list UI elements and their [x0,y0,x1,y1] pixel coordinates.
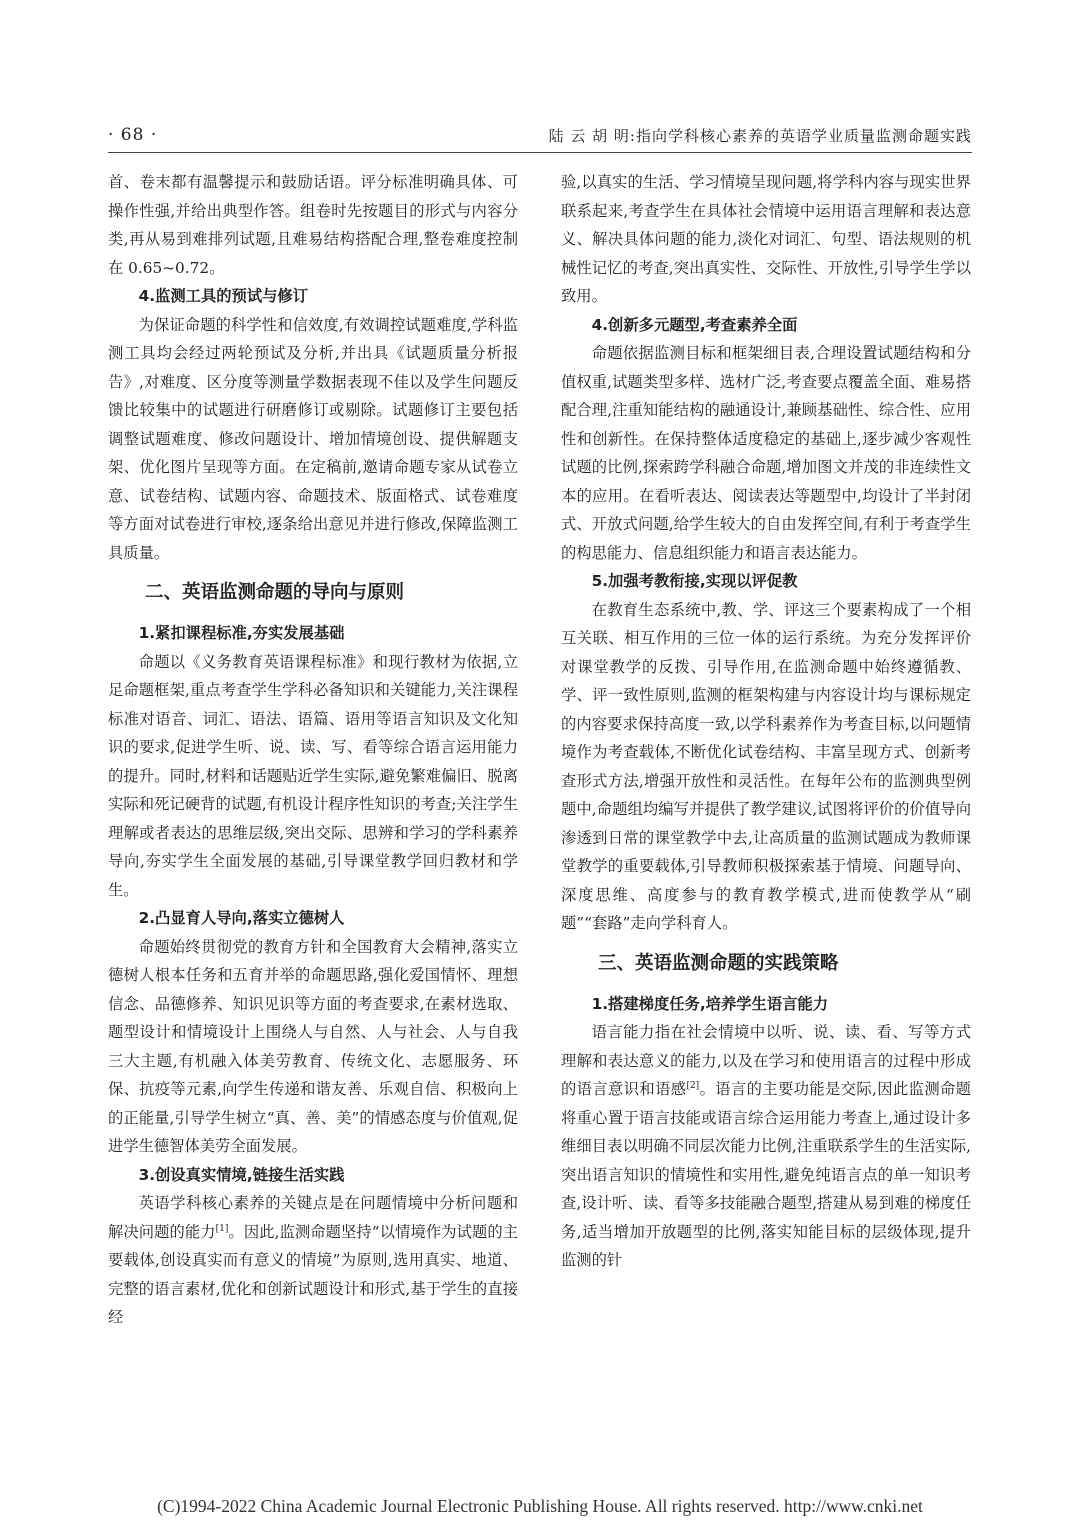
left-column [108,168,518,1332]
paragraph: 命题始终贯彻党的教育方针和全国教育大会精神,落实立德树人根本任务和五育并举的命题思路,强化爱国情怀、理想信念、品德修养、知识见识等方面的考查要求,在素材选取、题型设计和情境设计上围绕人与自然、人与社会、人与自我三大主题,有机融入体美劳教育、传统文化、志愿服务、环保、抗疫等元素,向学生传递和谐友善、乐观自信、积极向上的正能量,引导学生树立“真、善、美”的情感态度与价值观,促进学生德智体美劳全面发展。 [108,937,518,1155]
page-header [108,118,972,153]
paragraph: 命题依据监测目标和框架细目表,合理设置试题结构和分值权重,试题类型多样、选材广泛,考查要点覆盖全面、难易搭配合理,注重知能结构的融通设计,兼顾基础性、综合性、应用性和创新性。在保持整体适度稳定的基础上,逐步减少客观性试题的比例,探索跨学科融合命题,增加图文并茂的非连续性文本的应用。在看听表达、阅读表达等题型中,均设计了半封闭式、开放式问题,给学生较大的自由发挥空间,有利于考查学生的构思能力、信息组织能力和语言表达能力。 [561,344,971,562]
section-heading: 二、英语监测命题的导向与原则 [145,582,405,603]
paragraph-text: 英语学科核心素养的关键点是在问题情境中分析问题和解决问题的能力 [108,1194,518,1241]
page-number: · 68 · [108,125,158,145]
subsection-heading: 2.凸显育人导向,落实立德树人 [138,909,345,927]
paragraph [561,1018,971,1275]
citation-ref: [1] [215,1223,229,1234]
paragraph: 在教育生态系统中,教、学、评这三个要素构成了一个相互关联、相互作用的三位一体的运行系统。为充分发挥评价对课堂教学的反拨、引导作用,在监测命题中始终遵循教、学、评一致性原则,监测的框架构建与内容设计均与课标规定的内容要求保持高度一致,以学科素养作为考查目标,以问题情境作为考查载体,不断优化试卷结构、丰富呈现方式、创新考查形式方法,增强开放性和灵活性。在每年公布的监测典型例题中,命题组均编写并提供了教学建议,试图将评价的价值导向渗透到日常的课堂教学中去,让高质量的监测试题成为教师课堂教学的重要载体,引导教师积极探索基于情境、问题导向、深度思维、高度参与的教育教学模式,进而使教学从“刷题”“套路”走向学科育人。 [561,600,971,932]
subsection-heading: 3.创设真实情境,链接生活实践 [138,1165,345,1184]
subsection-heading: 4.创新多元题型,考查素养全面 [591,315,798,334]
section-heading: 三、英语监测命题的实践策略 [598,952,839,974]
paragraph: 验,以真实的生活、学习情境呈现问题,将学科内容与现实世界联系起来,考查学生在具体社会情境中运用语言理解和表达意义、解决具体问题的能力,淡化对词汇、句型、语法规则的机械性记忆的考查,突出真实性、交际性、开放性,引导学生学以致用。 [561,173,971,305]
subsection-heading: 5.加强考教衔接,实现以评促教 [591,572,798,590]
paragraph-text: 语言能力指在社会情境中以听、说、读、看、写等方式理解和表达意义的能力,以及在学习和使用语言的过程中形成的语言意识和语感 [561,1023,971,1098]
running-title: 陆 云 胡 明:指向学科核心素养的英语学业质量监测命题实践 [548,126,972,145]
subsection-heading: 1.搭建梯度任务,培养学生语言能力 [591,994,829,1013]
paragraph: 为保证命题的科学性和信效度,有效调控试题难度,学科监测工具均会经过两轮预试及分析,并出具《试题质量分析报告》,对难度、区分度等测量学数据表现不佳以及学生问题反馈比较集中的试题进行研磨修订或剔除。试题修订主要包括调整试题难度、修改问题设计、增加情境创设、提供解题支架、优化图片呈现等方面。在定稿前,邀请命题专家从试卷立意、试卷结构、试题内容、命题技术、版面格式、试卷难度等方面对试卷进行审校,逐条给出意见并进行修改,保障监测工具质量。 [108,315,518,562]
paragraph [108,1189,518,1332]
paragraph: 首、卷末都有温馨提示和鼓励话语。评分标准明确具体、可操作性强,并给出典型作答。组卷时先按题目的形式与内容分类,再从易到难排列试题,且难易结构搭配合理,整卷难度控制在 0.65~0.72。 [108,173,518,277]
paragraph-text: 。因此,监测命题坚持“以情境作为试题的主要载体,创设真实而有意义的情境”为原则,选用真实、地道、完整的语言素材,优化和创新试题设计和形式,基于学生的直接经 [108,1222,518,1326]
subsection-heading: 4.监测工具的预试与修订 [138,287,309,305]
paragraph-text: 。语言的主要功能是交际,因此监测命题将重心置于语言技能或语言综合运用能力考查上,通过设计多维细目表以明确不同层次能力比例,注重联系学生的生活实际,突出语言知识的情境性和实用性,避免纯语言点的单一知识考查,设计听、读、看等多技能融合题型,搭建从易到难的梯度任务,适当增加开放题型的比例,落实知能目标的层级体现,提升监测的针 [561,1080,971,1269]
right-column [561,168,971,1275]
copyright-footer: (C)1994-2022 China Academic Journal Electronic Publishing House. All rights reserved. http://www.cnki.net [157,1496,923,1516]
citation-ref: [2] [686,1080,700,1091]
paragraph: 命题以《义务教育英语课程标准》和现行教材为依据,立足命题框架,重点考查学生学科必备知识和关键能力,关注课程标准对语音、词汇、语法、语篇、语用等语言知识及文化知识的要求,促进学生听、说、读、写、看等综合语言运用能力的提升。同时,材料和话题贴近学生实际,避免繁难偏旧、脱离实际和死记硬背的试题,有机设计程序性知识的考查;关注学生理解或者表达的思维层级,突出交际、思辨和学习的学科素养导向,夯实学生全面发展的基础,引导课堂教学回归教材和学生。 [108,652,518,899]
subsection-heading: 1.紧扣课程标准,夯实发展基础 [138,624,345,642]
